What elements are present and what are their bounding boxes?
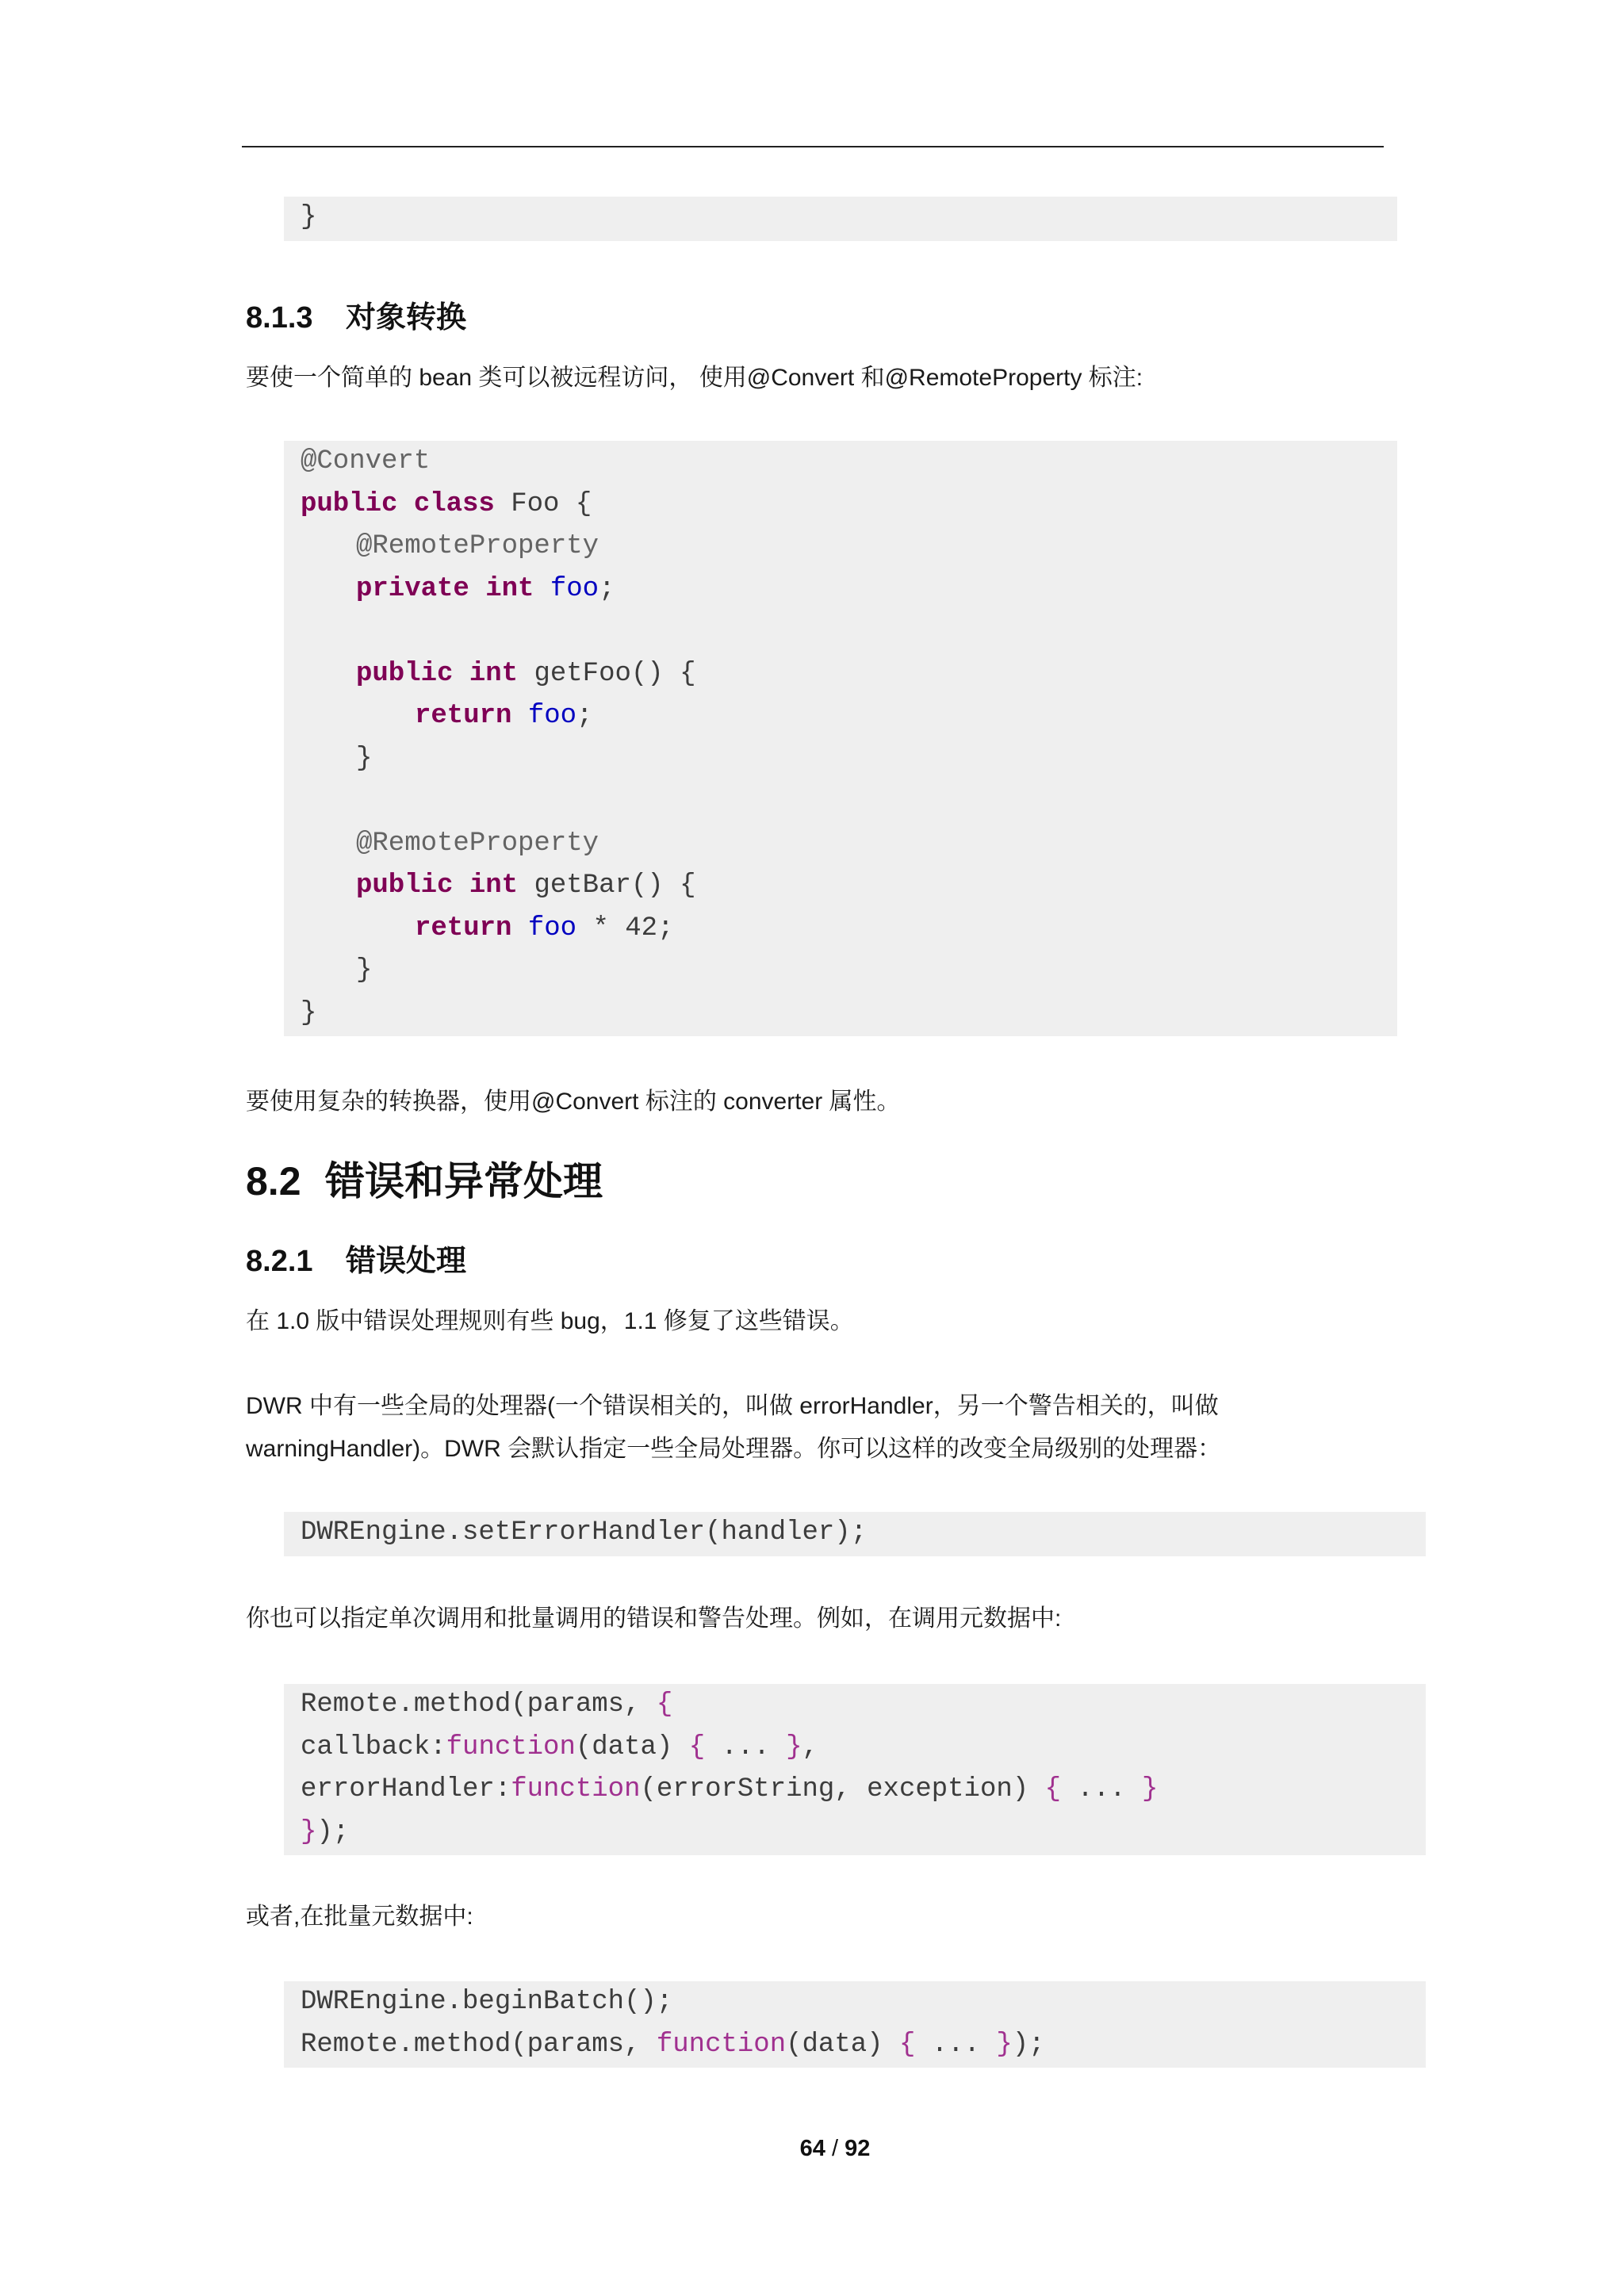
code-keyword: public int bbox=[356, 871, 519, 901]
code-blank-line bbox=[301, 780, 1397, 823]
code-text: errorHandler: bbox=[301, 1774, 511, 1804]
header-rule bbox=[242, 146, 1384, 147]
code-line bbox=[301, 950, 1397, 993]
paragraph-global-handlers-line-1: DWR 中有一些全局的处理器(一个错误相关的，叫做 errorHandler，另一个警告相关的，叫做 bbox=[246, 1393, 1219, 1419]
code-line bbox=[301, 993, 1397, 1035]
code-annotation: @RemoteProperty bbox=[356, 531, 599, 561]
code-text: } bbox=[356, 743, 373, 774]
section-title-8-2: 错误和异常处理 bbox=[325, 1159, 603, 1203]
code-line bbox=[301, 823, 1397, 866]
code-line bbox=[301, 1512, 1426, 1555]
code-text: * 42; bbox=[576, 913, 674, 943]
code-keyword: private int bbox=[356, 573, 550, 604]
code-text: Remote.method(params, bbox=[301, 2029, 657, 2060]
code-annotation: @Convert bbox=[301, 446, 431, 476]
code-text: getFoo() { bbox=[518, 658, 696, 689]
code-text: ... bbox=[1060, 1774, 1143, 1804]
code-keyword: return bbox=[415, 913, 528, 943]
code-line bbox=[301, 695, 1397, 738]
code-keyword: function bbox=[656, 2029, 787, 2060]
code-block-batch bbox=[284, 1981, 1426, 2068]
code-block-foo-class bbox=[284, 441, 1397, 1036]
code-text: DWREngine.setErrorHandler(handler); bbox=[301, 1517, 868, 1548]
paragraph-per-call-note: 你也可以指定单次调用和批量调用的错误和警告处理。例如，在调用元数据中: bbox=[246, 1605, 1062, 1632]
code-text: (data) bbox=[575, 1732, 689, 1762]
section-number-8-1-3: 8.1.3 bbox=[246, 301, 313, 335]
code-keyword: function bbox=[511, 1774, 641, 1804]
code-brace: } bbox=[1142, 1774, 1159, 1804]
section-number-8-2: 8.2 bbox=[246, 1159, 301, 1203]
paragraph-convert-intro: 要使一个简单的 bean 类可以被远程访问， 使用@Convert 和@RemoteProperty 标注: bbox=[246, 365, 1143, 391]
paragraph-bug-note: 在 1.0 版中错误处理规则有些 bug，1.1 修复了这些错误。 bbox=[246, 1308, 854, 1334]
code-brace: { bbox=[656, 1689, 673, 1720]
code-text: , bbox=[802, 1732, 818, 1762]
code-field: foo bbox=[527, 701, 577, 731]
code-keyword: function bbox=[446, 1732, 576, 1762]
code-text: callback: bbox=[301, 1732, 446, 1762]
section-number-8-2-1: 8.2.1 bbox=[246, 1245, 313, 1278]
code-line bbox=[301, 197, 1397, 239]
page-separator: / bbox=[831, 2136, 839, 2161]
code-field: foo bbox=[527, 913, 577, 943]
code-line bbox=[301, 526, 1397, 568]
code-keyword: public class bbox=[301, 488, 495, 519]
code-text: ; bbox=[599, 573, 615, 604]
paragraph-global-handlers-line-2: warningHandler)。DWR 会默认指定一些全局处理器。你可以这样的改变全局级别的处理器： bbox=[246, 1436, 1222, 1462]
code-text: ; bbox=[576, 701, 593, 731]
code-text: (data) bbox=[786, 2029, 899, 2060]
code-line bbox=[301, 1812, 1426, 1854]
code-annotation: @RemoteProperty bbox=[356, 828, 599, 859]
code-text: ... bbox=[705, 1732, 787, 1762]
code-block-previous bbox=[284, 197, 1397, 241]
code-line bbox=[301, 865, 1397, 908]
code-text: ... bbox=[915, 2029, 997, 2060]
code-line bbox=[301, 1981, 1426, 2024]
code-text: ); bbox=[1012, 2029, 1045, 2060]
code-field: foo bbox=[550, 573, 599, 604]
page-number bbox=[0, 2133, 1624, 2164]
code-line bbox=[301, 738, 1397, 781]
code-line bbox=[301, 568, 1397, 611]
code-line bbox=[301, 653, 1397, 696]
code-line bbox=[301, 1769, 1426, 1812]
code-text: Remote.method(params, bbox=[301, 1689, 657, 1720]
section-title-8-2-1: 错误处理 bbox=[346, 1245, 467, 1278]
current-page: 64 bbox=[799, 2136, 825, 2161]
total-pages: 92 bbox=[845, 2136, 871, 2161]
code-text: ); bbox=[316, 1816, 350, 1847]
code-keyword: public int bbox=[356, 658, 519, 689]
code-line bbox=[301, 2024, 1426, 2067]
code-brace: { bbox=[688, 1732, 706, 1762]
code-line bbox=[301, 908, 1397, 951]
code-line bbox=[301, 484, 1397, 526]
section-title-8-1-3: 对象转换 bbox=[346, 301, 467, 335]
paragraph-batch-note: 或者,在批量元数据中: bbox=[246, 1904, 473, 1930]
code-text: } bbox=[301, 997, 317, 1028]
code-line bbox=[301, 1727, 1426, 1770]
code-brace: } bbox=[996, 2029, 1013, 2060]
code-line bbox=[301, 1684, 1426, 1727]
code-line bbox=[301, 441, 1397, 484]
code-text: getBar() { bbox=[518, 871, 696, 901]
code-block-set-error-handler bbox=[284, 1512, 1426, 1556]
code-text: (errorString, exception) bbox=[640, 1774, 1045, 1804]
code-brace: { bbox=[898, 2029, 916, 2060]
code-keyword: return bbox=[415, 701, 528, 731]
code-block-remote-method bbox=[284, 1684, 1426, 1855]
code-text: } bbox=[301, 202, 317, 232]
code-text: } bbox=[356, 955, 373, 985]
code-brace: } bbox=[301, 1816, 317, 1847]
paragraph-converter-note: 要使用复杂的转换器，使用@Convert 标注的 converter 属性。 bbox=[246, 1089, 901, 1115]
code-brace: } bbox=[786, 1732, 802, 1762]
code-text: DWREngine.beginBatch(); bbox=[301, 1987, 673, 2017]
code-brace: { bbox=[1044, 1774, 1061, 1804]
code-blank-line bbox=[301, 610, 1397, 653]
code-text: Foo { bbox=[494, 488, 592, 519]
